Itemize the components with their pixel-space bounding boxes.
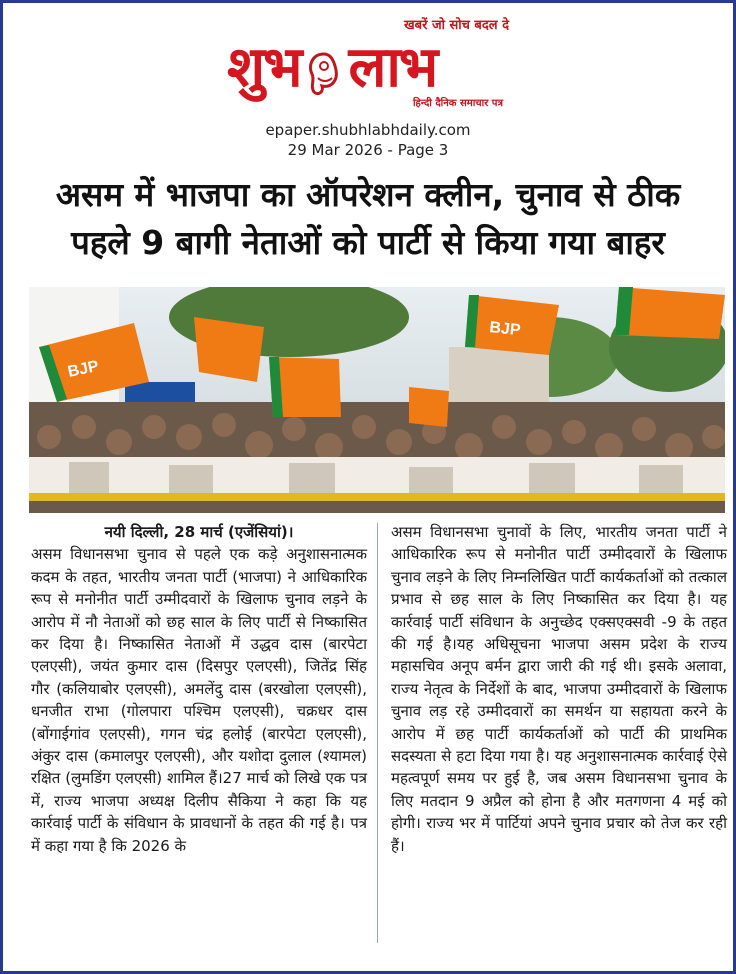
- column-divider: [377, 523, 378, 943]
- article-photo: [29, 287, 725, 513]
- masthead-subtag: हिन्दी दैनिक समाचार पत्र: [412, 98, 503, 109]
- headline-line-2: पहले 9 बागी नेताओं को पार्टी से किया गया बाहर: [71, 223, 665, 262]
- article-column-left: [31, 521, 367, 857]
- masthead-tagline: खबरें जो सोच बदल दे: [404, 18, 509, 33]
- ganesh-icon: [302, 46, 346, 96]
- brand-right-word: लाभ: [348, 34, 437, 100]
- brand-name: [227, 27, 436, 103]
- right-column-text: असम विधानसभा चुनावों के लिए, भारतीय जनता पार्टी ने आधिकारिक रूप से मनोनीत पार्टी उम्मीदवारों के खिलाफ चुनाव लड़ने के लिए निम्नलिखित पार्टी कार्यकर्ताओं को तत्काल प्रभाव से छह साल के लिए निष्कासित कर दिया है। यह कार्रवाई पार्टी संविधान के अनुच्छेद एक्सएक्सवी -9 के तहत की गई है।यह अधिसूचना भाजपा असम प्रदेश के राज्य महासचिव अनूप बर्मन द्वारा जारी की गई थी। इसके अलावा, राज्य नेतृत्व के निर्देशों के बाद, भाजपा उम्मीदवारों के खिलाफ चुनाव लड़ रहे उम्मीदवारों का समर्थन या सहायता करने के आरोप में छह पार्टी कार्यकर्ताओं को पार्टी की प्राथमिक सदस्यता से हटा दिया गया है। यह अनुशासनात्मक कार्रवाई ऐसे महत्वपूर्ण समय पर हुई है, जब असम विधानसभा चुनाव के लिए मतदान 9 अप्रैल को होना है और मतगणना 4 मई को होगी। राज्य भर में पार्टियां अपने चुनाव प्रचार को तेज कर रही हैं।: [391, 523, 727, 855]
- article-dateline: नयी दिल्ली, 28 मार्च (एजेंसियां)।: [104, 523, 294, 541]
- left-column-text: असम विधानसभा चुनाव से पहले एक कड़े अनुशासनात्मक कदम के तहत, भारतीय जनता पार्टी (भाजपा) ने आधिकारिक रूप से मनोनीत पार्टी उम्मीदवारों के खिलाफ चुनाव लड़ने के आरोप में नौ नेताओं को छह साल के लिए पार्टी से निष्कासित कर दिया है। निष्कासित नेताओं में उद्धव दास (बारपेटा एलएसी), जयंत कुमार दास (दिसपुर एलएसी), जितेंद्र सिंह गौर (कलियाबोर एलएसी), अमलेंदु दास (बरखोला एलएसी), धनजीत राभा (गोलपारा पश्चिम एलएसी), चक्रधर दास (बोंगाईगांव एलएसी), गगन चंद्र हलोई (बारपेटा एलएसी), अंकुर दास (कमालपुर एलएसी), और यशोदा दुलाल (श्यामल) रक्षित (लुमडिंग एलएसी) शामिल हैं।27 मार्च को लिखे एक पत्र में, राज्य भाजपा अध्यक्ष दिलीप सैकिया ने कहा कि यह कार्रवाई पार्टी के संविधान के प्रावधानों के तहत की गई है। पत्र में कहा गया है कि 2026 के: [31, 545, 367, 855]
- headline-line-1: असम में भाजपा का ऑपरेशन क्लीन, चुनाव से ठीक: [55, 175, 681, 214]
- edition-date-page: 29 Mar 2026 - Page 3: [287, 141, 449, 159]
- flag-label-2: BJP: [488, 319, 522, 340]
- article-column-right: [391, 521, 727, 857]
- flag-label-1: BJP: [66, 357, 101, 381]
- article-headline: [23, 171, 713, 267]
- masthead-logo: [221, 9, 521, 113]
- brand-left-word: शुभ: [227, 34, 301, 100]
- epaper-url[interactable]: epaper.shubhlabhdaily.com: [265, 121, 471, 139]
